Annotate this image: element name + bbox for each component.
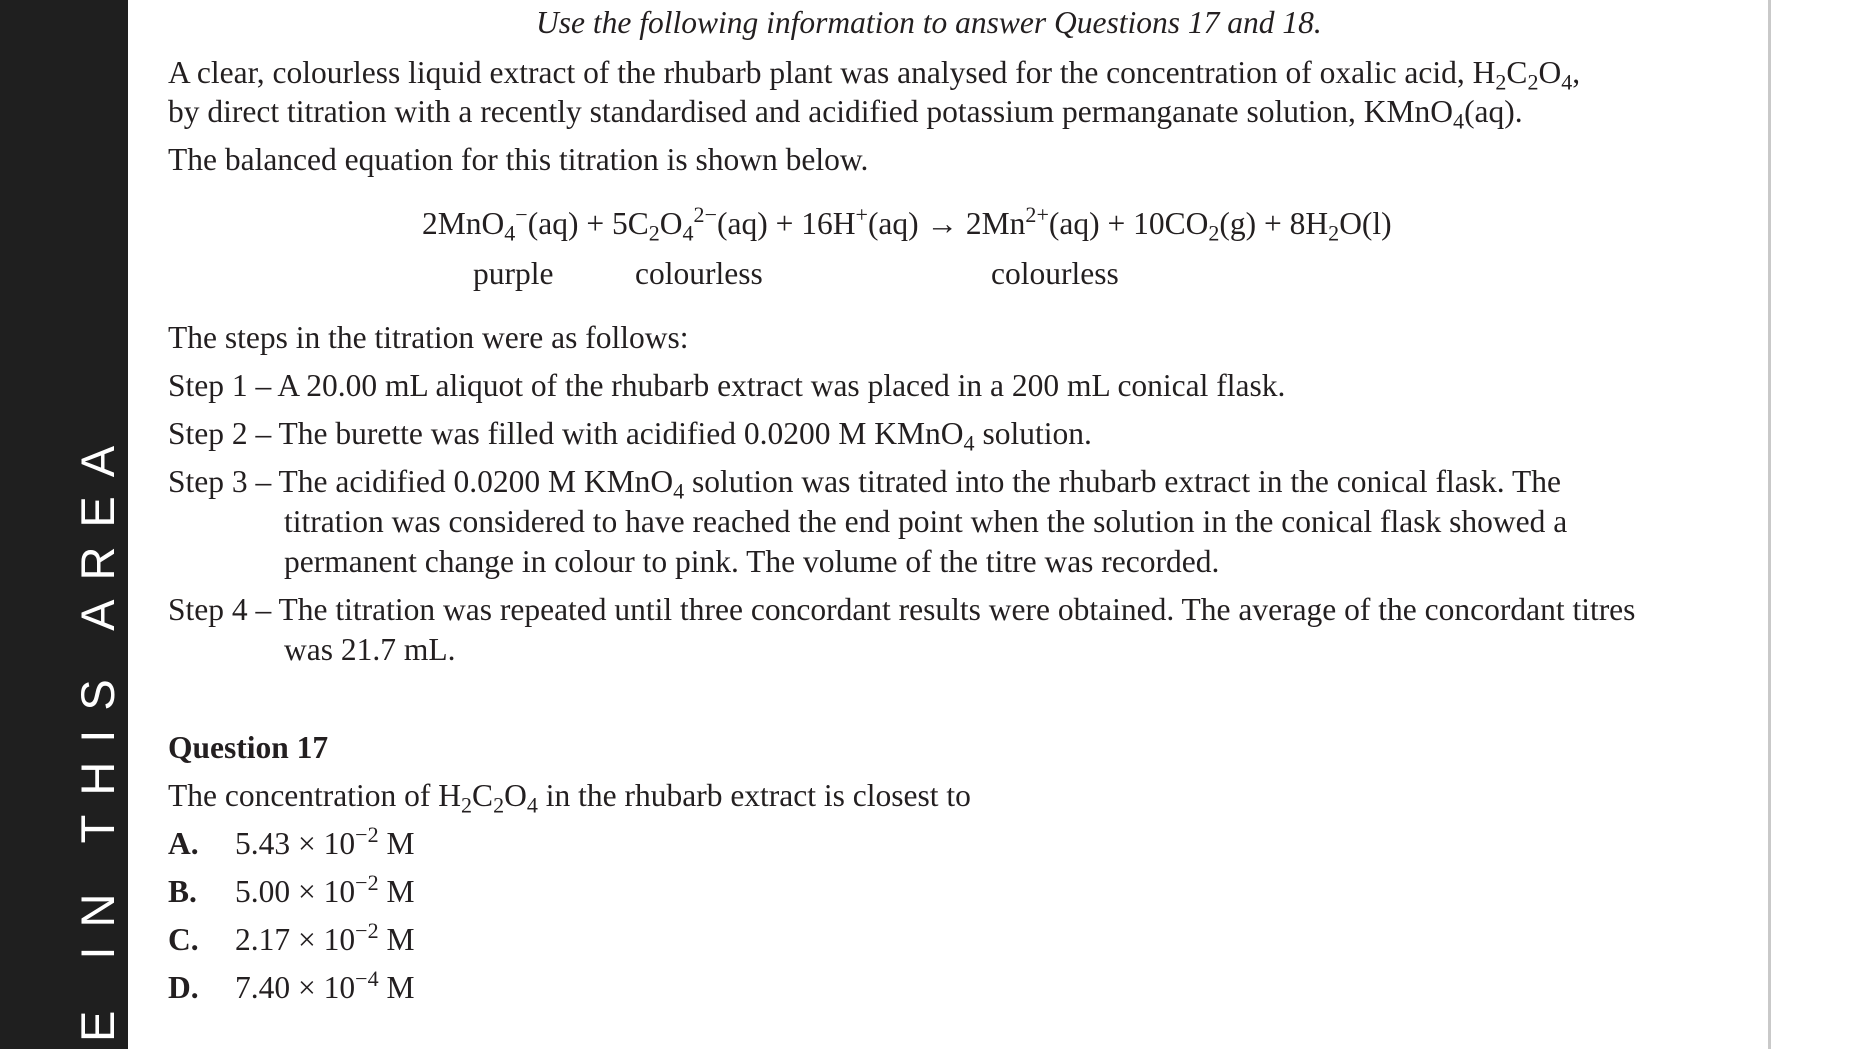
sup: −: [515, 201, 528, 227]
option-letter: C.: [168, 922, 199, 957]
option-value: [235, 917, 415, 959]
text: M: [378, 970, 415, 1005]
option-letter: B.: [168, 874, 197, 909]
step-3-line2: titration was considered to have reached the end point when the solution in the conical flask showed a: [284, 504, 1568, 539]
sup: 2+: [1025, 201, 1049, 227]
option-letter: D.: [168, 970, 199, 1005]
label-colourless-oxalate: colourless: [635, 256, 763, 291]
para1-line1-text: A clear, colourless liquid extract of the rhubarb plant was analysed for the concentration of oxalic acid, H: [168, 55, 1496, 90]
text: M: [378, 826, 415, 861]
sub: 4: [526, 792, 538, 818]
eq-part: (aq) + 5C: [527, 206, 649, 241]
eq-part: (aq) + 10CO: [1048, 206, 1209, 241]
para1-line2: [168, 93, 1523, 134]
eq-part: (aq) → 2Mn: [867, 206, 1026, 241]
para1-line2-text: by direct titration with a recently standardised and acidified potassium permanganate solution, KMnO: [168, 94, 1454, 129]
step-3-line1: [168, 463, 1561, 504]
text: 7.40 × 10: [235, 970, 356, 1005]
text: 2.17 × 10: [235, 922, 356, 957]
text: C: [1506, 55, 1528, 90]
balanced-equation: [422, 201, 1392, 246]
margin-bar: [0, 0, 128, 1049]
sup: −2: [355, 917, 379, 943]
label-colourless-manganese: colourless: [991, 256, 1119, 291]
option-value: [235, 965, 415, 1007]
eq-part: 2MnO: [422, 206, 505, 241]
step-4-line2: was 21.7 mL.: [284, 632, 456, 667]
sup: −4: [355, 965, 379, 991]
question-heading: Question 17: [168, 730, 329, 765]
text: solution.: [974, 416, 1092, 451]
sup: −2: [355, 869, 379, 895]
intro-text: Use the following information to answer Questions 17 and 18.: [536, 5, 1322, 40]
text: solution was titrated into the rhubarb extract in the conical flask. The: [684, 464, 1561, 499]
step-2: [168, 415, 1092, 456]
step-2-text: Step 2 – The burette was filled with acidified 0.0200 M KMnO: [168, 416, 964, 451]
equation-intro: The balanced equation for this titration is shown below.: [168, 142, 869, 177]
sub: 4: [1561, 69, 1573, 95]
label-purple: purple: [473, 256, 554, 291]
text: 5.43 × 10: [235, 826, 356, 861]
sup: −2: [355, 821, 379, 847]
option-letter: A.: [168, 826, 199, 861]
sub: 2: [1495, 69, 1507, 95]
stem-text: The concentration of H: [168, 778, 462, 813]
text: 5.00 × 10: [235, 874, 356, 909]
text: O: [504, 778, 527, 813]
text: M: [378, 922, 415, 957]
option-value: [235, 821, 415, 863]
text: O: [1538, 55, 1562, 90]
sub: 4: [673, 478, 685, 504]
steps-intro: The steps in the titration were as follows:: [168, 320, 689, 355]
eq-part: (aq) + 16H: [717, 206, 856, 241]
step-1: Step 1 – A 20.00 mL aliquot of the rhubarb extract was placed in a 200 mL conical flask.: [168, 368, 1286, 403]
sub: 2: [1208, 220, 1220, 246]
sub: 2: [461, 792, 473, 818]
sub: 4: [963, 430, 975, 456]
step-3-text: Step 3 – The acidified 0.0200 M KMnO: [168, 464, 674, 499]
text: (aq).: [1464, 94, 1523, 129]
sup: 2−: [693, 201, 718, 227]
eq-part: O: [659, 206, 683, 241]
para1-line1: [168, 54, 1581, 95]
text: C: [472, 778, 494, 813]
sub: 2: [1328, 220, 1340, 246]
text: in the rhubarb extract is closest to: [537, 778, 971, 813]
text: M: [378, 874, 415, 909]
eq-part: (g) + 8H: [1219, 206, 1329, 241]
text: ,: [1572, 55, 1581, 90]
question-stem: [168, 777, 971, 818]
step-4-line1: Step 4 – The titration was repeated until three concordant results were obtained. The average of the concordant titres: [168, 592, 1636, 627]
sub: 4: [682, 220, 694, 246]
sub: 2: [493, 792, 505, 818]
step-3-line3: permanent change in colour to pink. The volume of the titre was recorded.: [284, 544, 1220, 579]
sub: 2: [648, 220, 660, 246]
sub: 4: [1453, 108, 1465, 134]
eq-part: O(l): [1339, 206, 1392, 241]
sup: +: [855, 201, 868, 227]
right-rule: [1768, 0, 1771, 1049]
sub: 4: [504, 220, 516, 246]
sub: 2: [1527, 69, 1539, 95]
margin-label: E IN THIS AREA: [71, 426, 124, 1042]
option-value: [235, 869, 415, 911]
